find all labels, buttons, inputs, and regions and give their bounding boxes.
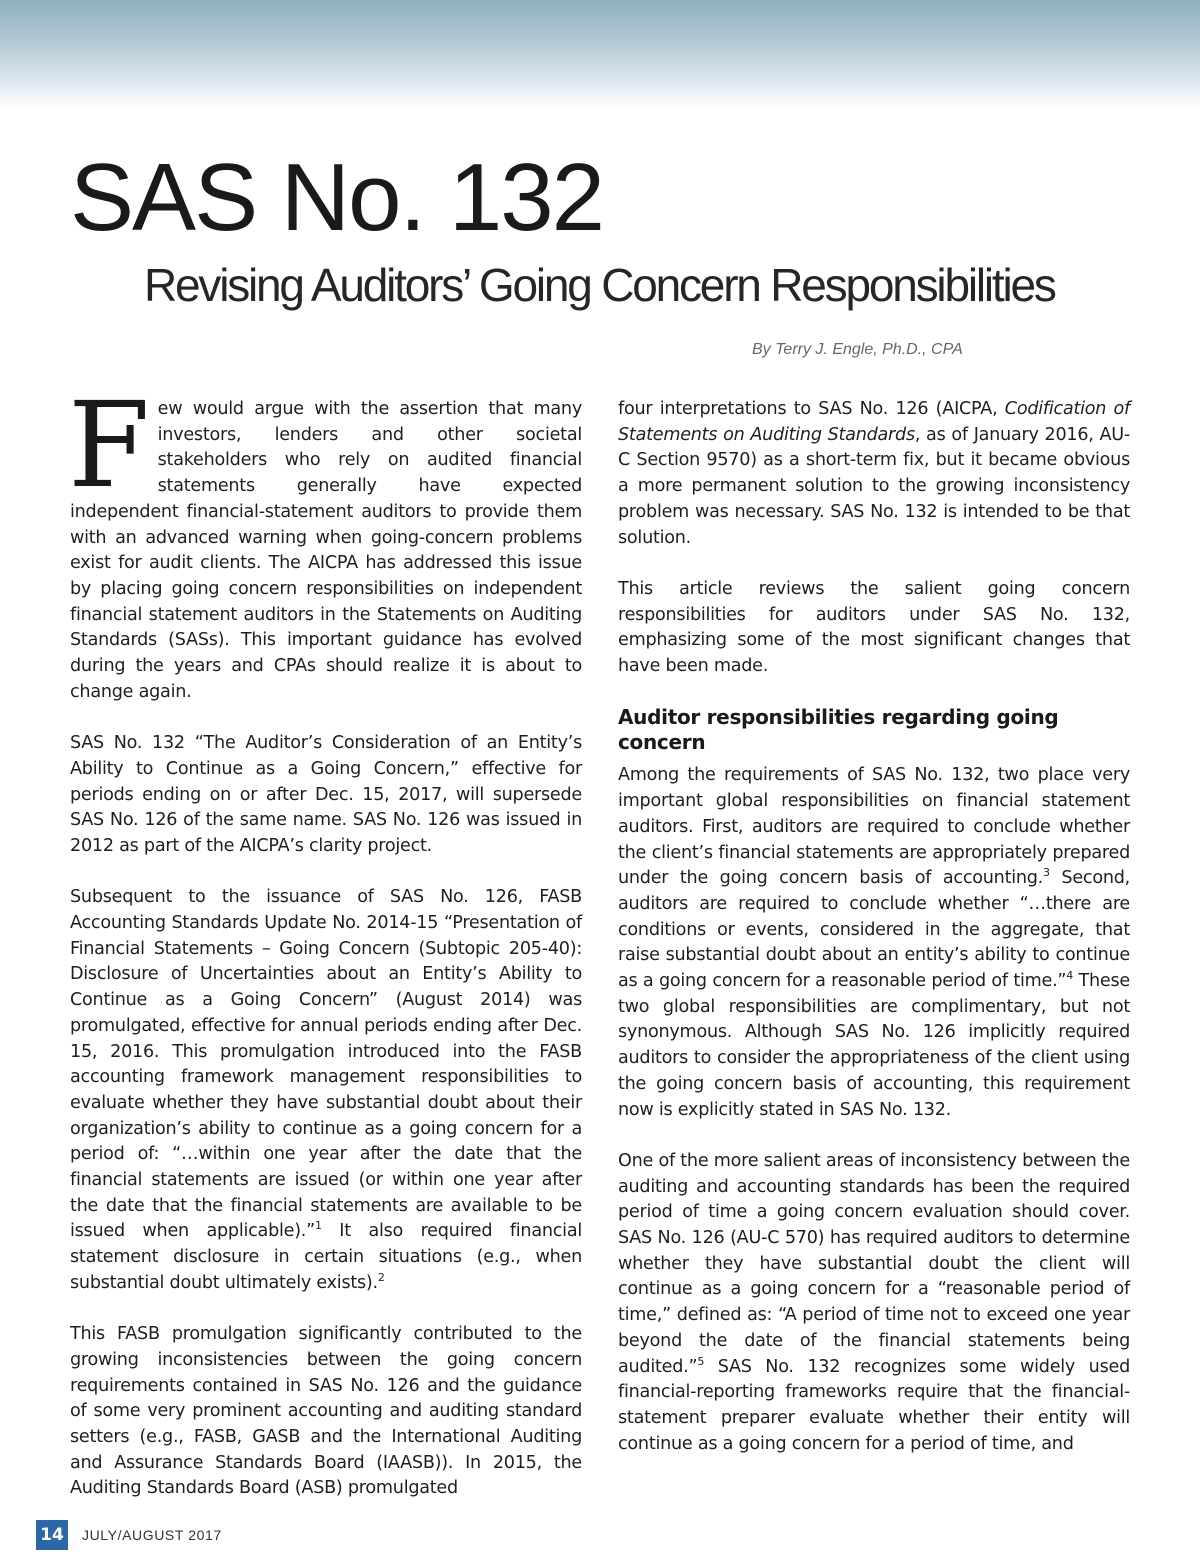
paragraph-sas132-intro: SAS No. 132 “The Auditor’s Consideration of an Entity’s Ability to Continue as a Going Concern,” effective for periods ending on or after Dec. 15, 2017, will supersede SAS No. 126 of the same name. SAS No. 126 was issued in 2012 as part of the AICPA’s clarity project.	[70, 733, 582, 856]
intro-text: ew would argue with the assertion that many investors, lenders and other societal stakeholders who rely on audited financial statements generally have expected independent financial-statement auditors to provide them with an advanced warning when going-concern problems exist for audit clients. The AICPA has addressed this issue by placing going concern responsibilities on independent financial statement auditors in the Statements on Auditing Standards (SASs). This important guidance has evolved during the years and CPAs should realize it is about to change again.	[70, 399, 582, 702]
footnote-ref-2: 2	[377, 1271, 385, 1285]
paragraph-text: Subsequent to the issuance of SAS No. 126, FASB Accounting Standards Update No. 2014-15 “Presentation of Financial Statements – Going Concern (Subtopic 205-40): Disclosure of Uncertainties about an Entity’s Ability to Continue as a Going Concern” (August 2014) was promulgated, effective for annual periods ending after Dec. 15, 2016. This promulgation introduced into the FASB accounting framework management responsibilities to evaluate whether they have substantial doubt about their organization’s ability to continue as a going concern for a period of: “…within one year after the date that the financial statements are issued (or within one year after the date that the financial statements are available to be issued when applicable).”	[70, 887, 582, 1242]
intro-paragraph	[68, 376, 582, 705]
footnote-ref-3: 3	[1043, 866, 1050, 880]
section-heading: Auditor responsibilities regarding going concern	[618, 705, 1059, 755]
header-band	[0, 0, 1200, 108]
paragraph-interpretations	[618, 397, 1130, 551]
issue-date: JULY/AUGUST 2017	[82, 1527, 222, 1543]
footnote-ref-4: 4	[1066, 969, 1074, 983]
paragraph-fasb-asu	[70, 885, 582, 1296]
paragraph-requirements	[618, 763, 1130, 1123]
left-column	[68, 376, 582, 1528]
paragraph-text: , as of January 2016, AU-C Section 9570) as a short-term fix, but it became obvious a more permanent solution to the growing inconsistency problem was necessary. SAS No. 132 is intended to be that solution.	[618, 424, 1130, 548]
page-number: 14	[36, 1520, 68, 1550]
paragraph-text: SAS No. 132 recognizes some widely used financial-reporting frameworks require that the financial-statement preparer evaluate whether their entity will continue as a going concern for a period of time, and	[618, 1356, 1130, 1454]
byline: By Terry J. Engle, Ph.D., CPA	[752, 341, 963, 358]
right-column	[618, 397, 1130, 1483]
article-subtitle: Revising Auditors’ Going Concern Responsibilities	[144, 259, 1055, 311]
publication-title: Codification of Statements on Auditing Standards	[618, 399, 1130, 445]
paragraph-text: Second, auditors are required to conclude whether “…there are conditions or events, considered in the aggregate, that raise substantial doubt about an entity’s ability to continue as a going concern for a reasonable period of time.”	[618, 868, 1130, 992]
paragraph-text: Among the requirements of SAS No. 132, two place very important global responsibilities on financial statement auditors. First, auditors are required to conclude whether the client’s financial statements are appropriately prepared under the going concern basis of accounting.	[618, 765, 1130, 889]
article-title: SAS No. 132	[70, 144, 603, 251]
paragraph-period-of-time	[618, 1149, 1130, 1457]
drop-cap: F	[68, 376, 150, 514]
paragraph-text: These two global responsibilities are complimentary, but not synonymous. Although SAS No. 126 implicitly required auditors to consider the appropriateness of the client using the going concern basis of accounting, this requirement now is explicitly stated in SAS No. 132.	[618, 971, 1130, 1120]
footnote-ref-1: 1	[315, 1219, 322, 1233]
paragraph-inconsistencies: This FASB promulgation significantly contributed to the growing inconsistencies between the going concern requirements contained in SAS No. 126 and the guidance of some very prominent accounting and auditing standard setters (e.g., FASB, GASB and the International Auditing and Assurance Standards Board (IAASB)). In 2015, the Auditing Standards Board (ASB) promulgated	[70, 1324, 582, 1499]
paragraph-article-review: This article reviews the salient going concern responsibilities for auditors under SAS No. 132, emphasizing some of the most significant changes that have been made.	[618, 578, 1130, 677]
paragraph-text: four interpretations to SAS No. 126 (AICPA,	[618, 399, 1005, 419]
paragraph-text: One of the more salient areas of inconsistency between the auditing and accounting standards has been the required period of time a going concern evaluation should cover. SAS No. 126 (AU-C 570) has required auditors to determine whether they have substantial doubt the client will continue as a going concern for a “reasonable period of time,” defined as: “A period of time not to exceed one year beyond the date of the financial statements being audited.”	[618, 1150, 1130, 1377]
paragraph-text: It also required financial statement disclosure in certain situations (e.g., when substantial doubt ultimately exists).	[70, 1221, 582, 1293]
page-footer	[36, 1520, 222, 1550]
footnote-ref-5: 5	[697, 1354, 705, 1368]
